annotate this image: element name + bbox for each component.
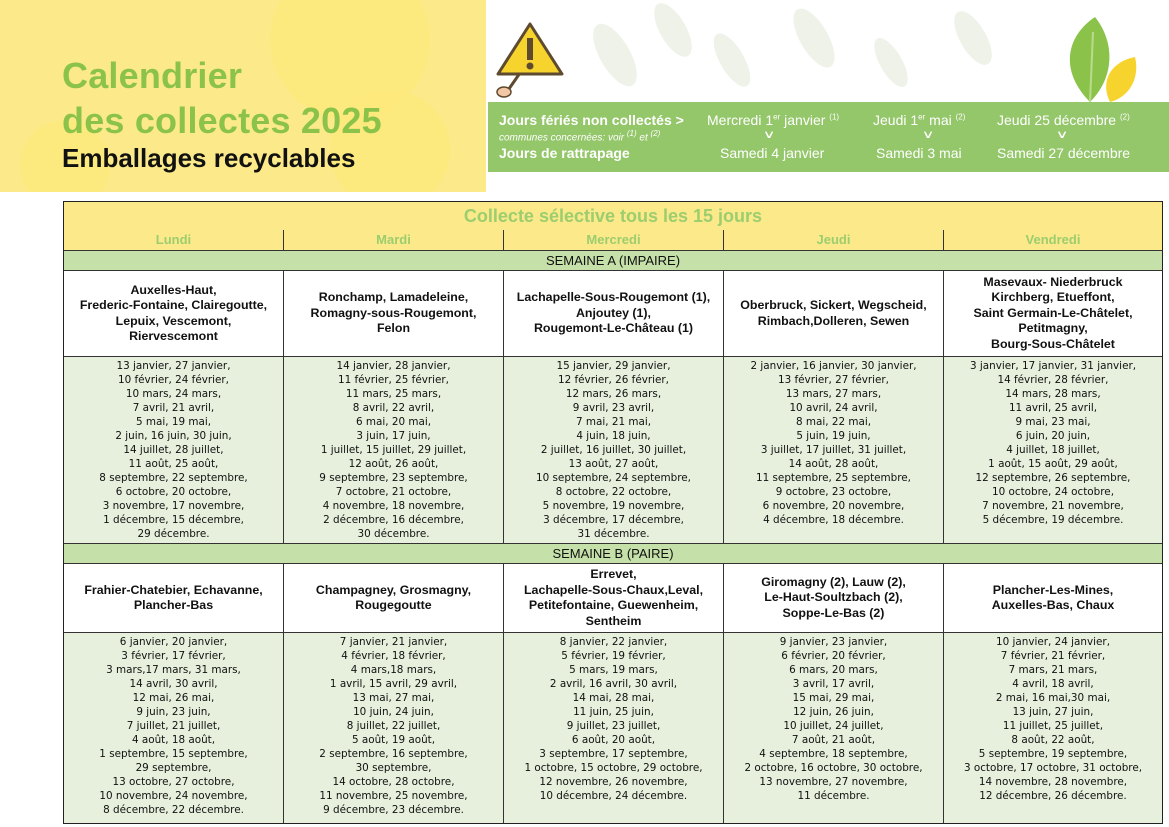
decor-blob: [707, 28, 758, 92]
week-a-communes-row: [64, 271, 1162, 357]
dates-cell: 2 janvier, 16 janvier, 30 janvier, 13 février, 27 février, 13 mars, 27 mars, 10 avril, 24 avril, 8 mai, 22 mai, 5 juin, 19 juin, 3 juillet, 17 juillet, 31 juillet, 14 août, 28 août, 11 septembre, 25 septembre, 9 octobre, 23 octobre, 6 novembre, 20 novembre, 4 décembre, 18 décembre.: [724, 357, 944, 543]
week-a-dates-row: [64, 357, 1162, 544]
day-tuesday: Mardi: [284, 230, 504, 250]
communes-cell: Frahier-Chatebier, Echavanne, Plancher-Bas: [64, 564, 284, 632]
communes-cell: Errevet, Lachapelle-Sous-Chaux,Leval, Petitefontaine, Guewenheim, Sentheim: [504, 564, 724, 632]
communes-cell: Auxelles-Haut, Frederic-Fontaine, Clairegoutte, Lepuix, Vescemont, Riervescemont: [64, 271, 284, 356]
dates-cell: 14 janvier, 28 janvier, 11 février, 25 février, 11 mars, 25 mars, 8 avril, 22 avril, 6 mai, 20 mai, 3 juin, 17 juin, 1 juillet, 15 juillet, 29 juillet, 12 août, 26 août, 9 septembre, 23 septembre, 7 octobre, 21 octobre, 4 novembre, 18 novembre, 2 décembre, 16 décembre, 30 décembre.: [284, 357, 504, 543]
dates-cell: 3 janvier, 17 janvier, 31 janvier, 14 février, 28 février, 14 mars, 28 mars, 11 avril, 25 avril, 9 mai, 23 mai, 6 juin, 20 juin, 4 juillet, 18 juillet, 1 août, 15 août, 29 août, 12 septembre, 26 septembre, 10 octobre, 24 octobre, 7 novembre, 21 novembre, 5 décembre, 19 décembre.: [969, 360, 1137, 526]
catchup-2: Samedi 3 mai: [876, 145, 962, 161]
arrow-down-icon: ∨: [762, 129, 776, 141]
catchup-3: Samedi 27 décembre: [997, 145, 1131, 161]
decor-blob: [647, 0, 700, 62]
day-header-row: [64, 230, 1162, 251]
communes-cell: Plancher-Les-Mines, Auxelles-Bas, Chaux: [991, 582, 1115, 612]
day-monday: Lundi: [64, 230, 284, 250]
holiday-3: Jeudi 25 décembre $^{(2)}$: [997, 112, 1130, 128]
decor-blob: [868, 33, 915, 92]
holiday-1: Mercredi 1er janvier $^{(1)}$: [707, 112, 840, 128]
week-a-label: SEMAINE A (IMPAIRE): [64, 251, 1162, 271]
day-wednesday: Mercredi: [504, 230, 724, 250]
decor-blob: [785, 2, 842, 73]
day-thursday: Jeudi: [724, 230, 944, 250]
dates-cell: 7 janvier, 21 janvier, 4 février, 18 février, 4 mars,18 mars, 1 avril, 15 avril, 29 avril, 13 mai, 27 mai, 10 juin, 24 juin, 8 juillet, 22 juillet, 5 août, 19 août, 2 septembre, 16 septembre, 30 septembre, 14 octobre, 28 octobre, 11 novembre, 25 novembre, 9 décembre, 23 décembre.: [284, 633, 504, 823]
title-line-1: Calendrier: [62, 55, 243, 96]
week-b-communes-row: [64, 564, 1162, 633]
subtitle: Emballages recyclables: [62, 143, 356, 173]
dates-cell: 9 janvier, 23 janvier, 6 février, 20 février, 6 mars, 20 mars, 3 avril, 17 avril, 15 mai, 29 mai, 12 juin, 26 juin, 10 juillet, 24 juillet, 7 août, 21 août, 4 septembre, 18 septembre, 2 octobre, 16 octobre, 30 octobre, 13 novembre, 27 novembre, 11 décembre.: [724, 633, 944, 823]
title-line-2: des collectes 2025: [62, 100, 382, 141]
holiday-banner: [488, 102, 1169, 172]
leaf-icon: [1055, 12, 1155, 104]
communes-cell: Champagney, Grosmagny, Rougegoutte: [284, 564, 504, 632]
holiday-2: Jeudi 1er mai $^{(2)}$: [873, 112, 966, 128]
holidays-label: Jours fériés non collectés >: [499, 112, 684, 128]
communes-cell: Ronchamp, Lamadeleine, Romagny-sous-Rougemont, Felon: [284, 271, 504, 356]
communes-cell: Oberbruck, Sickert, Wegscheid, Rimbach,Dolleren, Sewen: [724, 271, 944, 356]
holidays-note: communes concernées: voir $^{(1)}$ et $^{(2)}$: [499, 129, 661, 144]
communes-cell: Masevaux- Niederbruck Kirchberg, Etueffont, Saint Germain-Le-Châtelet, Petitmagny, Bourg-Sous-Châtelet: [973, 274, 1133, 351]
warning-sign-icon: [490, 18, 570, 98]
arrow-down-icon: ∨: [921, 129, 935, 141]
dates-cell: 10 janvier, 24 janvier, 7 février, 21 février, 7 mars, 21 mars, 4 avril, 18 avril, 2 mai, 16 mai,30 mai, 13 juin, 27 juin, 11 juillet, 25 juillet, 8 août, 22 août, 5 septembre, 19 septembre, 3 octobre, 17 octobre, 31 octobre, 14 novembre, 28 novembre, 12 décembre, 26 décembre.: [963, 636, 1143, 802]
catchup-1: Samedi 4 janvier: [720, 145, 825, 161]
table-title: Collecte sélective tous les 15 jours: [64, 202, 1162, 231]
dates-cell: 15 janvier, 29 janvier, 12 février, 26 février, 12 mars, 26 mars, 9 avril, 23 avril, 7 mai, 21 mai, 4 juin, 18 juin, 2 juillet, 16 juillet, 30 juillet, 13 août, 27 août, 10 septembre, 24 septembre, 8 octobre, 22 octobre, 5 novembre, 19 novembre, 3 décembre, 17 décembre, 31 décembre.: [504, 357, 724, 543]
decor-blob: [947, 6, 1000, 71]
dates-cell: 13 janvier, 27 janvier, 10 février, 24 février, 10 mars, 24 mars, 7 avril, 21 avril, 5 mai, 19 mai, 2 juin, 16 juin, 30 juin, 14 juillet, 28 juillet, 11 août, 25 août, 8 septembre, 22 septembre, 6 octobre, 20 octobre, 3 novembre, 17 novembre, 1 décembre, 15 décembre, 29 décembre.: [64, 357, 284, 543]
arrow-down-icon: ∨: [1055, 129, 1069, 141]
title-block: [0, 0, 486, 192]
week-b-label: SEMAINE B (PAIRE): [64, 544, 1162, 564]
communes-cell: Giromagny (2), Lauw (2), Le-Haut-Soultzbach (2), Soppe-Le-Bas (2): [724, 564, 944, 632]
collection-schedule-table: [63, 201, 1163, 824]
decor-blob: [585, 17, 646, 93]
dates-cell: 6 janvier, 20 janvier, 3 février, 17 février, 3 mars,17 mars, 31 mars, 14 avril, 30 avril, 12 mai, 26 mai, 9 juin, 23 juin, 7 juillet, 21 juillet, 4 août, 18 août, 1 septembre, 15 septembre, 29 septembre, 13 octobre, 27 octobre, 10 novembre, 24 novembre, 8 décembre, 22 décembre.: [64, 633, 284, 823]
day-friday: Vendredi: [1025, 232, 1081, 247]
dates-cell: 8 janvier, 22 janvier, 5 février, 19 février, 5 mars, 19 mars, 2 avril, 16 avril, 30 avril, 14 mai, 28 mai, 11 juin, 25 juin, 9 juillet, 23 juillet, 6 août, 20 août, 3 septembre, 17 septembre, 1 octobre, 15 octobre, 29 octobre, 12 novembre, 26 novembre, 10 décembre, 24 décembre.: [504, 633, 724, 823]
communes-cell: Lachapelle-Sous-Rougemont (1), Anjoutey (1), Rougemont-Le-Château (1): [504, 271, 724, 356]
week-b-dates-row: [64, 633, 1162, 823]
catchup-label: Jours de rattrapage: [499, 145, 630, 161]
